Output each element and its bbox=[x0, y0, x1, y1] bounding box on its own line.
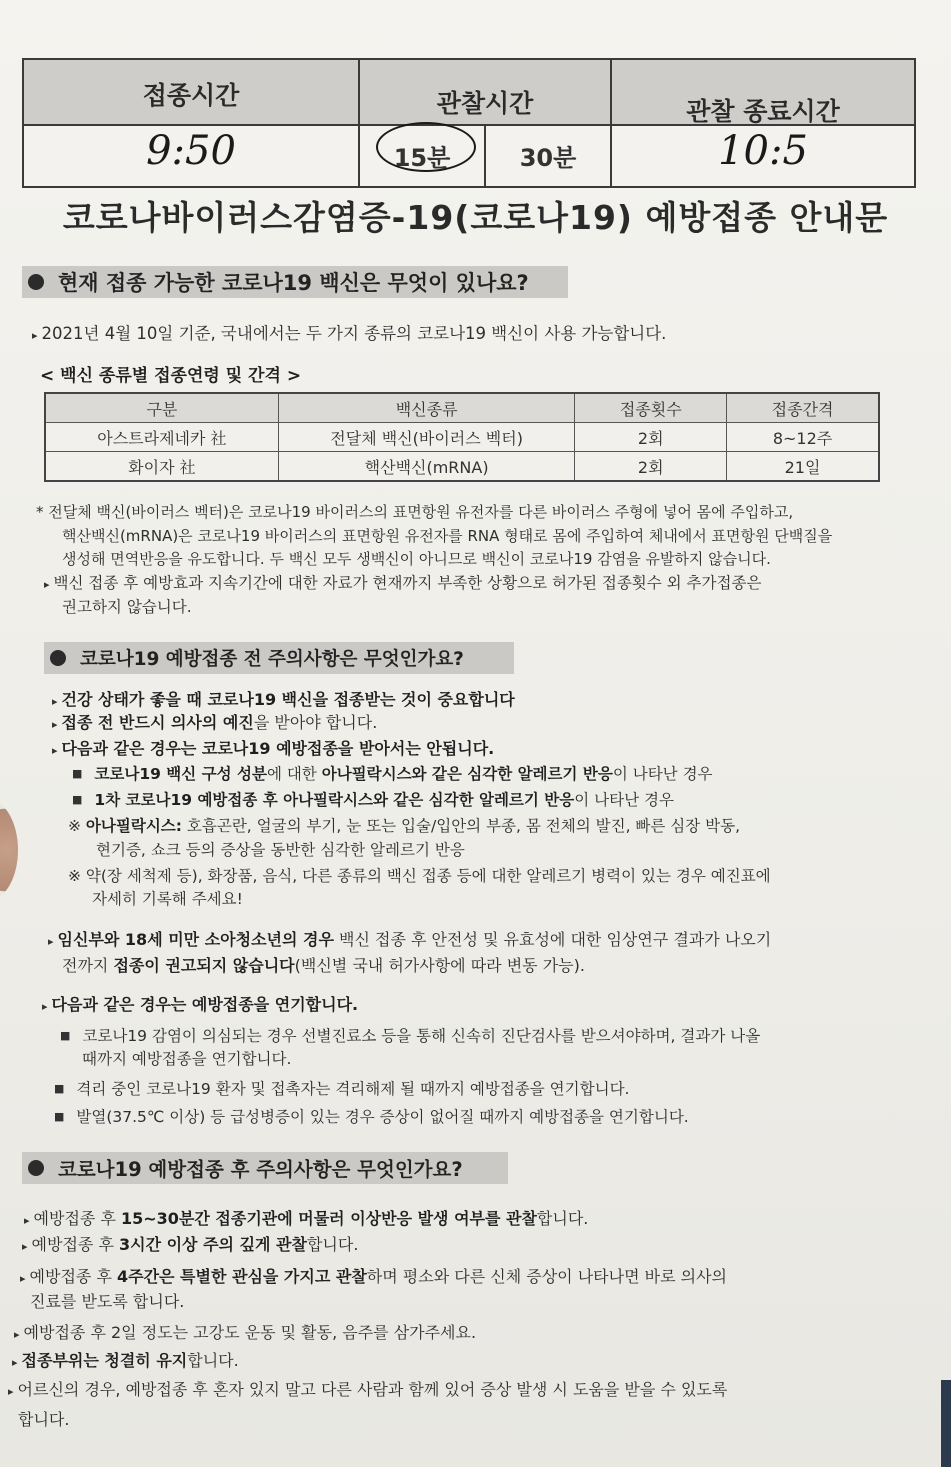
after-item: ▸ 예방접종 후 3시간 이상 주의 깊게 관찰합니다. bbox=[22, 1233, 358, 1259]
end-time-value: 10:5 bbox=[718, 128, 808, 174]
anaphylaxis-note: 현기증, 쇼크 등의 증상을 동반한 심각한 알레르기 반응 bbox=[96, 841, 465, 859]
before-item: ▸ 건강 상태가 좋을 때 코로나19 백신을 접종받는 것이 중요합니다 bbox=[52, 688, 515, 714]
contraindication-item: ■ 코로나19 백신 구성 성분에 대한 아나필락시스와 같은 심각한 알레르기 반응이 나타난 경우 bbox=[72, 762, 713, 788]
vaccine-note: 핵산백신(mRNA)은 코로나19 바이러스의 표면항원 유전자를 RNA 형태로 몸에 주입하여 체내에서 표면항원 단백질을 bbox=[62, 527, 833, 545]
injection-time-header: 접종시간 bbox=[142, 81, 240, 110]
thumb-photo-artifact bbox=[0, 800, 18, 900]
allergy-note: 자세히 기록해 주세요! bbox=[92, 890, 243, 908]
vaccine-note: ▸ 백신 접종 후 예방효과 지속기간에 대한 자료가 현재까지 부족한 상황으로 허가된 접종횟수 외 추가접종은 bbox=[44, 571, 761, 597]
after-item: 합니다. bbox=[18, 1410, 70, 1429]
bullet-dot-icon bbox=[50, 650, 66, 666]
postpone-item: 때까지 예방접종을 연기합니다. bbox=[82, 1050, 292, 1068]
contraindication-item: ■ 1차 코로나19 예방접종 후 아나필락시스와 같은 심각한 알레르기 반응이 나타난 경우 bbox=[72, 788, 674, 814]
pregnancy-note: ▸ 임신부와 18세 미만 소아청소년의 경우 백신 접종 후 안전성 및 유효성에 대한 임상연구 결과가 나오기 bbox=[48, 928, 771, 954]
section-after-heading: 코로나19 예방접종 후 주의사항은 무엇인가요? bbox=[22, 1152, 508, 1184]
postpone-item: ■ 코로나19 감염이 의심되는 경우 선별진료소 등을 통해 신속히 진단검사를 받으셔야하며, 결과가 나올 bbox=[60, 1024, 760, 1050]
observation-15min: 15분 bbox=[393, 144, 451, 172]
postpone-item: ■ 격리 중인 코로나19 환자 및 접촉자는 격리해제 될 때까지 예방접종을 연기합니다. bbox=[54, 1077, 629, 1103]
section-before-heading: 코로나19 예방접종 전 주의사항은 무엇인가요? bbox=[44, 642, 514, 674]
after-item: ▸ 예방접종 후 15~30분간 접종기관에 머물러 이상반응 발생 여부를 관찰합니다. bbox=[24, 1207, 588, 1233]
page-title: 코로나바이러스감염증-19(코로나19) 예방접종 안내문 bbox=[62, 198, 889, 237]
bullet-dot-icon bbox=[28, 1160, 44, 1176]
anaphylaxis-note: ※ 아나필락시스: 호흡곤란, 얼굴의 부기, 눈 또는 입술/입안의 부종, 몸 전체의 발진, 빠른 심장 박동, bbox=[68, 817, 741, 835]
observation-30min: 30분 bbox=[519, 144, 577, 172]
observation-time-table bbox=[22, 58, 916, 188]
after-item: ▸ 예방접종 후 2일 정도는 고강도 운동 및 활동, 음주를 삼가주세요. bbox=[14, 1321, 476, 1347]
postpone-heading: ▸ 다음과 같은 경우는 예방접종을 연기합니다. bbox=[42, 993, 358, 1019]
vaccine-note: * 전달체 백신(바이러스 벡터)은 코로나19 바이러스의 표면항원 유전자를 다른 바이러스 주형에 넣어 몸에 주입하고, bbox=[36, 503, 794, 521]
observation-time-header: 관찰시간 bbox=[436, 89, 534, 118]
postpone-item: ■ 발열(37.5℃ 이상) 등 급성병증이 있는 경우 증상이 없어질 때까지 예방접종을 연기합니다. bbox=[54, 1105, 689, 1131]
vaccine-table-caption: < 백신 종류별 접종연령 및 간격 > bbox=[40, 366, 302, 386]
pregnancy-note: 전까지 접종이 권고되지 않습니다(백신별 국내 허가사항에 따라 변동 가능). bbox=[62, 956, 585, 975]
allergy-note: ※ 약(장 세척제 등), 화장품, 음식, 다른 종류의 백신 접종 등에 대한 알레르기 병력이 있는 경우 예진표에 bbox=[68, 867, 771, 885]
bullet-dot-icon bbox=[28, 274, 44, 290]
observation-end-header: 관찰 종료시간 bbox=[686, 97, 840, 126]
table-header-row: 구분 백신종류 접종횟수 접종간격 bbox=[45, 393, 879, 423]
vaccine-note: 권고하지 않습니다. bbox=[62, 598, 192, 616]
after-item: ▸ 어르신의 경우, 예방접종 후 혼자 있지 말고 다른 사람과 함께 있어 증상 발생 시 도움을 받을 수 있도록 bbox=[8, 1378, 727, 1404]
injection-time-value: 9:50 bbox=[146, 128, 236, 174]
handwritten-circle-mark bbox=[376, 122, 476, 172]
before-item: ▸ 접종 전 반드시 의사의 예진을 받아야 합니다. bbox=[52, 711, 377, 737]
before-item: ▸ 다음과 같은 경우는 코로나19 예방접종을 받아서는 안됩니다. bbox=[52, 737, 494, 763]
background-edge bbox=[941, 1380, 951, 1467]
table-row: 화이자 社 핵산백신(mRNA) 2회 21일 bbox=[45, 452, 879, 482]
after-item: ▸ 접종부위는 청결히 유지합니다. bbox=[12, 1349, 239, 1375]
vaccine-intro: ▸ 2021년 4월 10일 기준, 국내에서는 두 가지 종류의 코로나19 백신이 사용 가능합니다. bbox=[32, 322, 666, 348]
table-row: 아스트라제네카 社 전달체 백신(바이러스 벡터) 2회 8~12주 bbox=[45, 423, 879, 452]
after-item: ▸ 예방접종 후 4주간은 특별한 관심을 가지고 관찰하며 평소와 다른 신체 증상이 나타나면 바로 의사의 bbox=[20, 1265, 727, 1291]
after-item: 진료를 받도록 합니다. bbox=[30, 1292, 185, 1311]
section-vaccines-heading: 현재 접종 가능한 코로나19 백신은 무엇이 있나요? bbox=[22, 266, 568, 298]
vaccine-table bbox=[44, 392, 880, 482]
vaccine-note: 생성해 면역반응을 유도합니다. 두 백신 모두 생백신이 아니므로 백신이 코로나19 감염을 유발하지 않습니다. bbox=[62, 550, 771, 568]
